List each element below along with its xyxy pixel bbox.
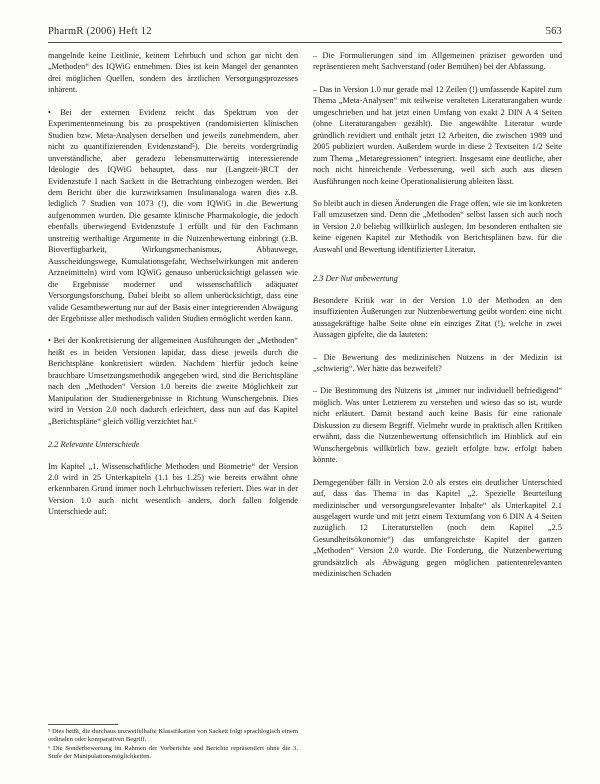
footnote: ⁶ Die Sonderbewertung im Rahmen der Vorberichte und Berichte repräsentiert ohne die 3. Stufe der Manipulationsmöglichkeiten.: [48, 744, 298, 760]
page-number: 563: [545, 26, 562, 37]
paragraph-bullet: • Bei der externen Evidenz reicht das Spektrum von der Experimentenmeinung bis zu prospektiven (randomisierten klinischen Studien bzw. Meta-Analysen derselben und jeweils zunehmendem, aber nicht zu quantifizierenden Evidenzstand⁵). Die bereits vordergründig unverständliche, aber geradezu lebensmutterwärtig interessierende Ideologie des IQWiG behauptet, dass nur (Langzeit-)RCT der Evidenzstufe I nach Sackett in die Betrachtung einbezogen werden. Bei dem Bericht über die kurzwirksamen Insulinanaloga waren dies z.B. lediglich 7 Studien von 1073 (!), die vom IQWiG in die Bewertung aufgenommen wurden. Die gesamte klinische Pharmakologie, die jedoch ebenfalls überwiegend Evidenzstufe I erfüllt und für den Fachmann unstreitig werthaltige Argumente in die Nutzenbewertung einbringt (z.B. Bioverfügbarkeit, Wirkungsmechanismus, Abbauwege, Ausscheidungswege, Kumulationsgefahr, Wechselwirkungen mit anderen Arzneimitteln) wird vom IQWiG genauso unberücksichtigt gelassen wie die Ergebnisse moderner und wissenschaftlich adäquater Versorgungsforschung. Dabei bleibt so allem unberücksichtigt, dass eine valide Gesamtbewertung nur auf der Basis einer integrierenden Abwägung der Ergebnisse aller methodisch validen Studien ermöglicht werden kann.: [48, 107, 298, 323]
paragraph-bullet: • Bei der Konkretisierung der allgemeinen Ausführungen der „Methoden“ heißt es in beiden Versionen lapidar, dass diese jeweils durch die Berichtspläne konkretisiert würden. Nachdem hierfür jedoch keine brauchbare Umsetzungsmethodik angegeben wird, sind die Berichtspläne nach den „Methoden“ Version 1.0 bereits die zweite Möglichkeit zur Manipulation der Studienergebnisse in Richtung Wunschergebnis. Dies wird in Version 2.0 noch dadurch erleichtert, dass nun auf das Kapitel „Berichtspläne“ gleich völlig verzichtet hat.⁶: [48, 336, 298, 426]
paragraph-dash: – Das in Version 1.0 nur gerade mal 12 Zeilen (!) umfassende Kapitel zum Thema „Meta-Analysen“ mit teilweise veralteten Literaturangaben wurde umgeschrieben und hat jetzt einen Umfang von exakt 2 DIN A 4 Seiten (ohne Literaturangaben gezählt). Die angewählte Literatur wurde gründlich revidiert und enthält jetzt 12 Arbeiten, die zwischen 1989 und 2005 publiziert wurden. Außerdem wurde in diese 2 Textseiten 1/2 Seite zum Thema „Metaregressionen“ integriert. Insgesamt eine deutliche, aber noch nicht hinreichende Verbesserung, weil sich auch aus diesen Ausführungen noch keine Operationalisierung ableiten lässt.: [313, 84, 562, 186]
paragraph: Im Kapitel „1. Wissenschaftliche Methoden und Biometrie“ der Version 2.0 wird in 25 Unterkapiteln (1.1 bis 1.25) wie bereits erwähnt ohne erkennbaren Grund immer noch Lehrbuchwissen referiert. Dies war in der Version 1.0 auch nicht wesentlich anders, doch fallen folgende Unterschiede auf:: [48, 461, 298, 517]
left-column: [48, 50, 298, 518]
paragraph: So bleibt auch in diesen Änderungen die Frage offen, wie sie im konkreten Fall umzusetzen sind. Denn die „Methoden“ selbst lassen sich auch noch in Version 2.0 beliebig willkürlich auslegen. Im besonderen enthalten sie keine eigenen Kapitel zur Methodik von Berichtsplänen bzw. für die Auswahl und Bewertung identifizierter Literatur.: [313, 198, 562, 254]
footnotes: [48, 724, 298, 761]
header-rule: [48, 42, 562, 43]
journal-title: PharmR (2006) Heft 12: [48, 26, 152, 37]
footnote-rule: [48, 724, 118, 725]
paragraph: Besondere Kritik war in der Version 1.0 der Methoden an den insuffizienten Äußerungen zur Nutzenbewertung geübt worden: eine nicht aussagekräftige halbe Seite ohne ein einziges Zitat (!), welche in zwei Aussagen gipfelte, die da lauteten:: [313, 295, 562, 340]
running-head: [48, 26, 562, 37]
paragraph-dash: – Die Formulierungen sind im Allgemeinen präziser geworden und repräsentieren mehr Sachverstand (oder Bemühen) bei der Abfassung.: [313, 51, 562, 72]
paragraph: mangelnde keine Leitlinie, keinem Lehrbuch und schon gar nicht den „Methoden“ des IQWiG entnehmen. Dies ist kein Mangel der genannten drei möglichen Quellen, sondern des ärztlichen Versorgungsprozesses inhärent.: [48, 51, 298, 95]
section-heading: 2.3 Der Nut anbewertung: [313, 274, 398, 284]
footnote: ⁵ Dies heißt, die durchaus unzweifelhafte Klassifikation von Sackett folgt sprachlogisch einem ordinalen oder komparativen Begriff.: [48, 728, 298, 744]
section-heading: 2.2 Relevante Unterschiede: [48, 440, 140, 450]
paragraph-dash: – Die Bewertung des medizinischen Nutzens in der Medizin ist „schwierig“. Wer hätte das bezweifelt?: [313, 352, 562, 373]
right-column: [313, 50, 562, 580]
paragraph: Demgegenüber fällt in Version 2.0 als erstes ein deutlicher Unterschied auf, dass das Thema in das Kapitel „2. Spezielle Beurteilung medizinischer und versorgungsrelevanter Inhalte“ als Unterkapitel 2.1 ausgelagert wurde und mit jetzt einem Textumfang von 6 DIN A 4 Seiten zuzüglich 12 Literaturstellen (noch dem Kapitel „2.5 Gesundheitsökonomie“) das umfangreichste Kapitel der ganzen „Methoden“ Version 2.0 wurde. Die Forderung, die Nutzenbewertung grundsätzlich als Abwägung gegen möglichen patientenrelevanten medizinischen Schaden: [313, 477, 562, 579]
paragraph-dash: – Die Bestimmung des Nutzens ist „immer nur individuell befriedigend“ möglich. Was unter Letzterem zu verstehen und wieso das so ist, wurde nicht erläutert. Damit bestand auch keine Basis für eine rationale Diskussion zu diesem Begriff. Vielmehr wurde in praktisch allen Kritiken erwähnt, dass die Nutzenbewertung offensichtlich im Hinblick auf ein Wunschergebnis willkürlich bzw. gezielt erfolgte bzw. erfolgt haben könnte.: [313, 386, 562, 465]
